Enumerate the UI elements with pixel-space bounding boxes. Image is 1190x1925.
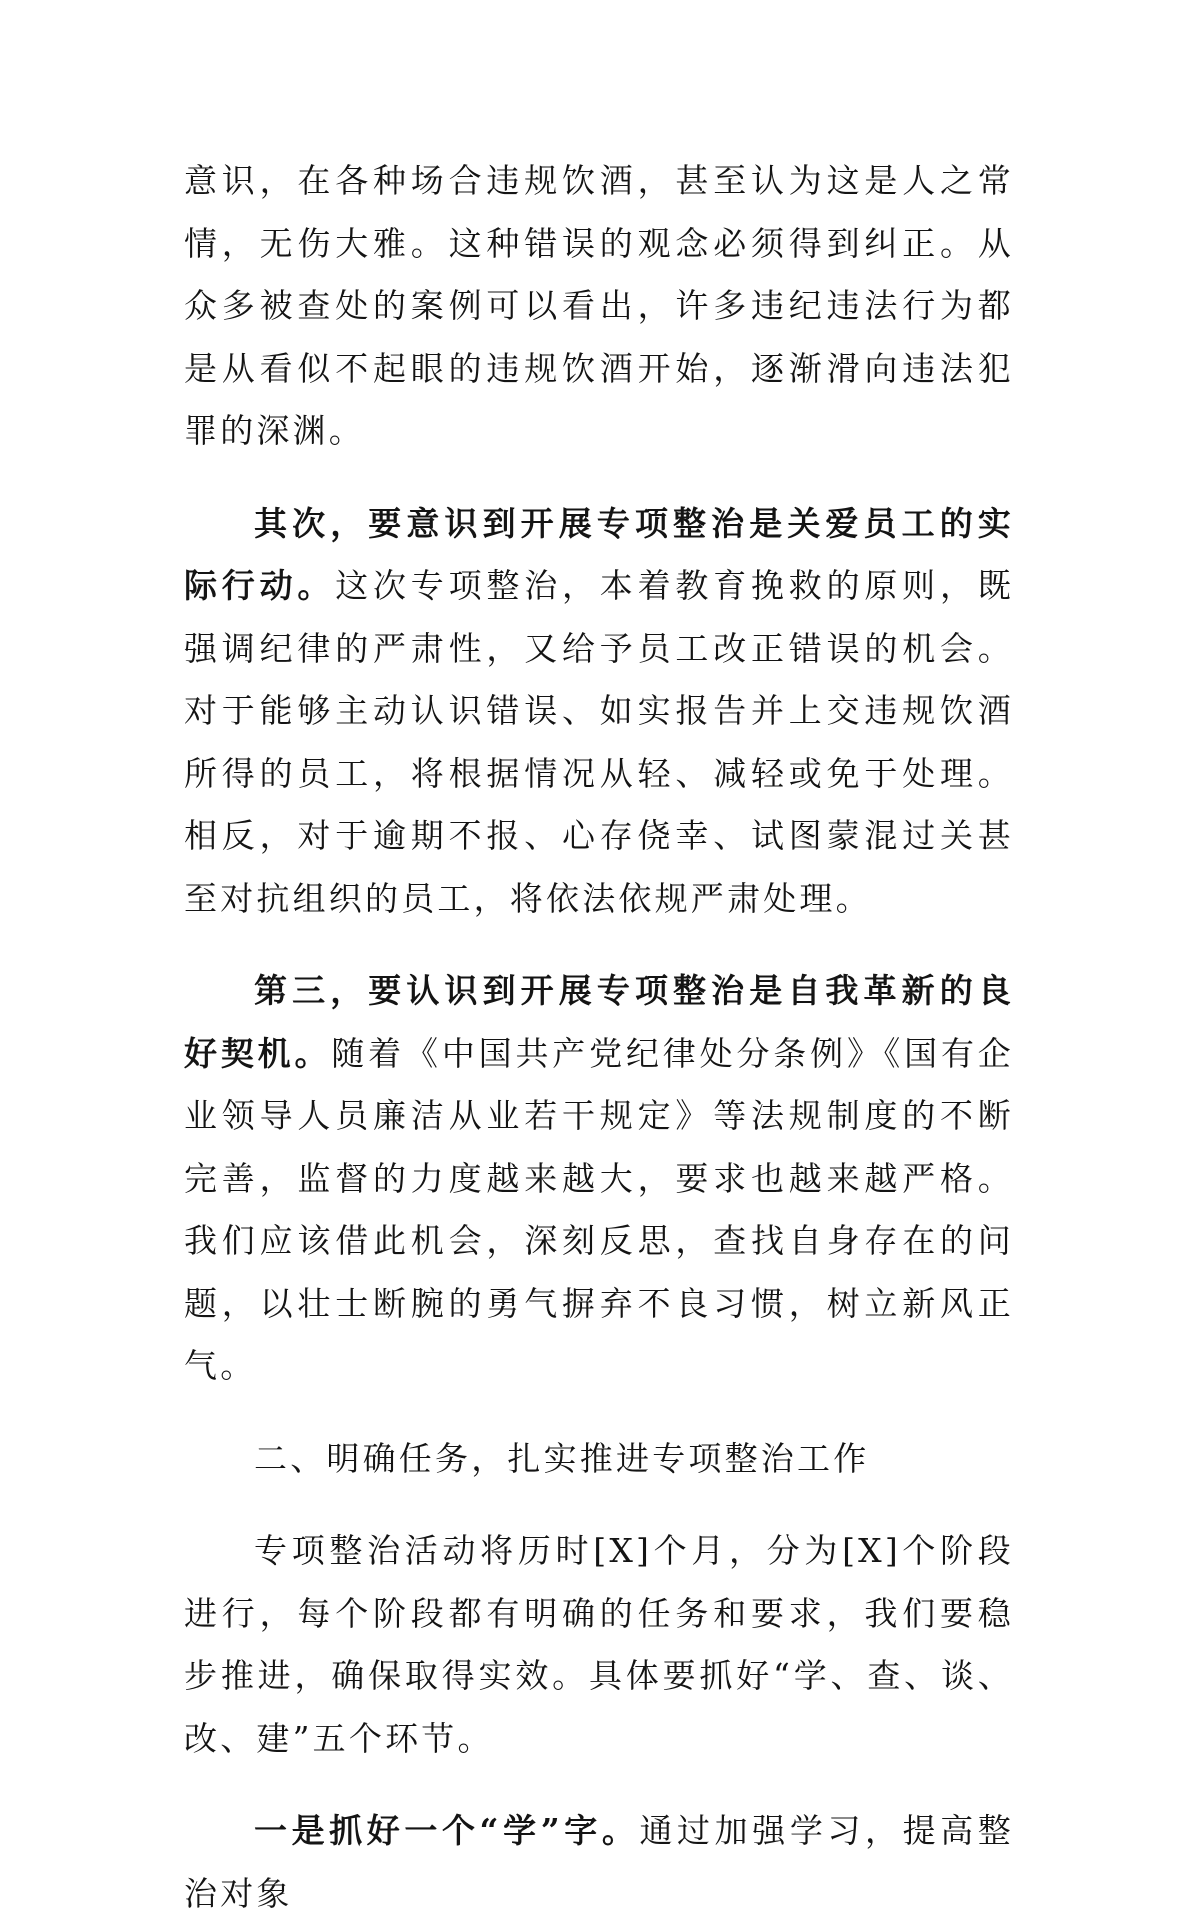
paragraph-text: 通过加强学习，提高整治对象 bbox=[184, 1811, 1014, 1913]
document-body bbox=[184, 150, 1014, 1925]
paragraph-continuation bbox=[184, 150, 1014, 463]
paragraph-lead: 第三，要认识到开展专项整治是自我革新的良好契机。 bbox=[184, 971, 1014, 1073]
paragraph-text: 意识，在各种场合违规饮酒，甚至认为这是人之常情，无伤大雅。这种错误的观念必须得到纠正。从众多被查处的案例可以看出，许多违纪违法行为都是从看似不起眼的违规饮酒开始，逐渐滑向违法犯罪的深渊。 bbox=[184, 161, 1014, 450]
paragraph-lead: 一是抓好一个“学”字。 bbox=[254, 1811, 640, 1850]
section-heading-text: 二、明确任务，扎实推进专项整治工作 bbox=[254, 1438, 870, 1478]
paragraph-text: 专项整治活动将历时[X]个月，分为[X]个阶段进行，每个阶段都有明确的任务和要求，我们要稳步推进，确保取得实效。具体要抓好“学、查、谈、改、建”五个环节。 bbox=[184, 1531, 1014, 1758]
paragraph-text: 随着《中国共产党纪律处分条例》《国有企业领导人员廉洁从业若干规定》等法规制度的不断完善，监督的力度越来越大，要求也越来越严格。我们应该借此机会，深刻反思，查找自身存在的问题，以壮士断腕的勇气摒弃不良习惯，树立新风正气。 bbox=[184, 1033, 1014, 1385]
paragraph-tasks bbox=[184, 1520, 1014, 1770]
paragraph-study-point bbox=[184, 1800, 1014, 1925]
paragraph-lead: 其次，要意识到开展专项整治是关爱员工的实际行动。 bbox=[184, 503, 1014, 605]
paragraph-text: 这次专项整治，本着教育挽救的原则，既强调纪律的严肃性，又给予员工改正错误的机会。对于能够主动认识错误、如实报告并上交违规饮酒所得的员工，将根据情况从轻、减轻或免于处理。相反，对于逾期不报、心存侥幸、试图蒙混过关甚至对抗组织的员工，将依法依规严肃处理。 bbox=[184, 566, 1014, 918]
paragraph-second-point bbox=[184, 493, 1014, 931]
section-heading bbox=[184, 1428, 1014, 1491]
paragraph-third-point bbox=[184, 960, 1014, 1398]
